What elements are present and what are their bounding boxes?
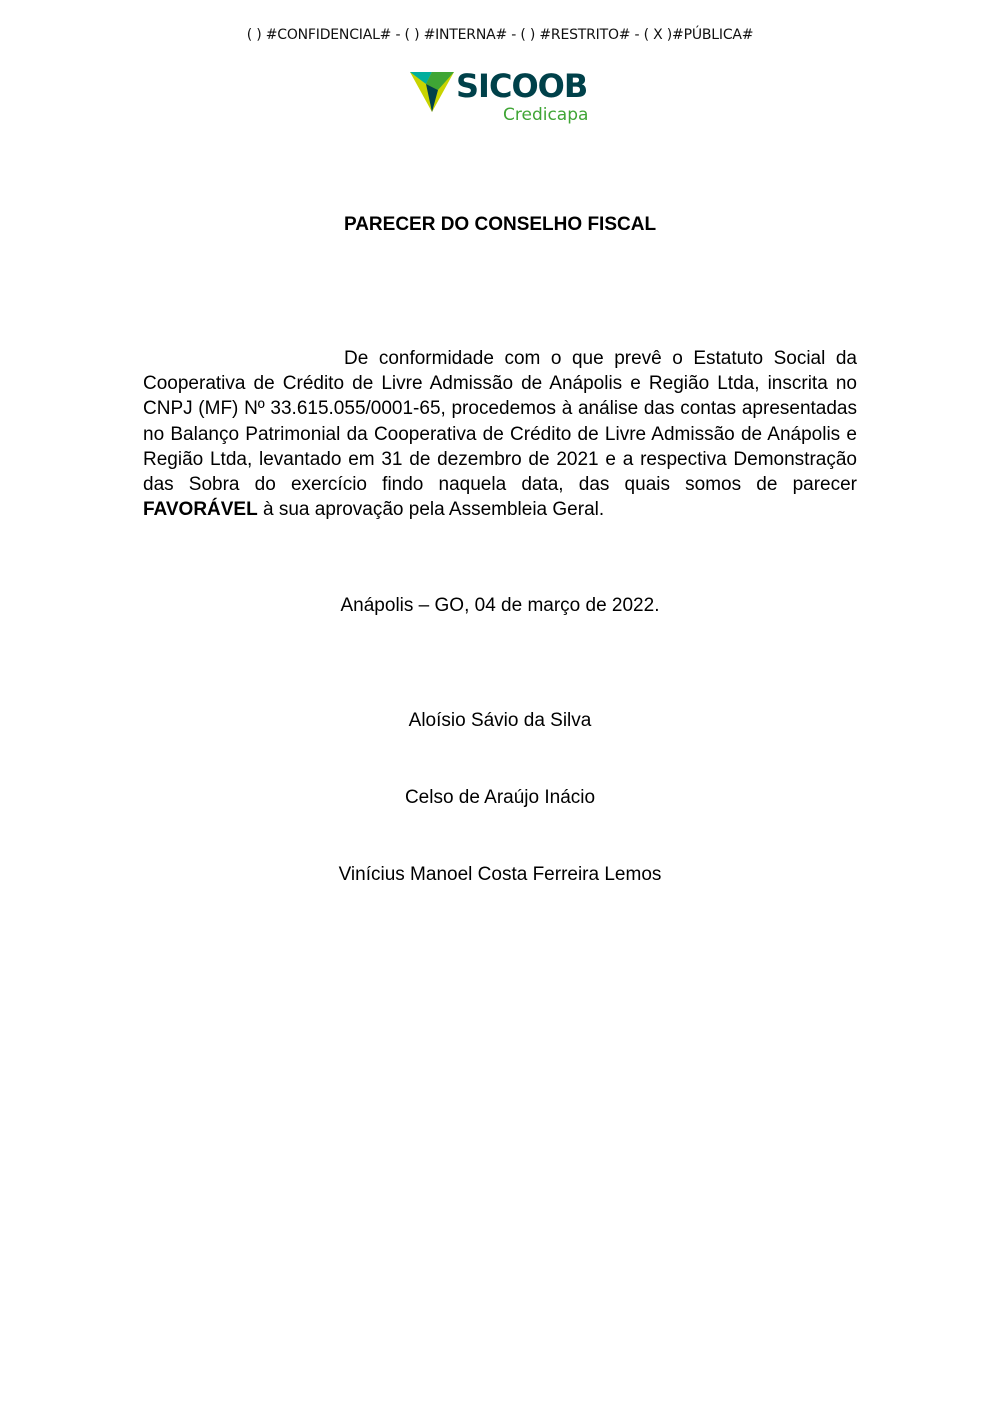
opinion-paragraph bbox=[143, 346, 857, 522]
favorable-verdict: FAVORÁVEL bbox=[143, 499, 258, 521]
sicoob-logo bbox=[408, 67, 598, 130]
sicoob-logo-mark-icon bbox=[408, 70, 456, 114]
paragraph-text-start: De conformidade com o que prevê o Estatuto Social da Cooperativa de Crédito de Livre Admissão de Anápolis e Região Ltda, inscrita no CNPJ (MF) Nº 33.615.055/0001-65, procedemos à análise das contas apresentadas no Balanço Patrimonial da Cooperativa de Crédito de Livre Admissão de Anápolis e Região Ltda, levantado em 31 de dezembro de 2021 e a respectiva Demonstração das Sobra do exercício findo naquela data, das quais somos de parecer bbox=[143, 348, 857, 496]
paragraph-text-end: à sua aprovação pela Assembleia Geral. bbox=[263, 499, 605, 521]
signer-name: Aloísio Sávio da Silva bbox=[408, 710, 592, 731]
logo-subtitle-text: Credicapa bbox=[503, 105, 589, 125]
place-and-date: Anápolis – GO, 04 de março de 2022. bbox=[340, 595, 660, 616]
signer-name: Vinícius Manoel Costa Ferreira Lemos bbox=[338, 864, 662, 885]
document-title: PARECER DO CONSELHO FISCAL bbox=[343, 214, 657, 235]
signer-name: Celso de Araújo Inácio bbox=[404, 787, 596, 808]
classification-header: ( ) #CONFIDENCIAL# - ( ) #INTERNA# - ( ) #RESTRITO# - ( X )#PÚBLICA# bbox=[246, 27, 754, 43]
logo-brand-text: SICOOB bbox=[456, 67, 588, 105]
